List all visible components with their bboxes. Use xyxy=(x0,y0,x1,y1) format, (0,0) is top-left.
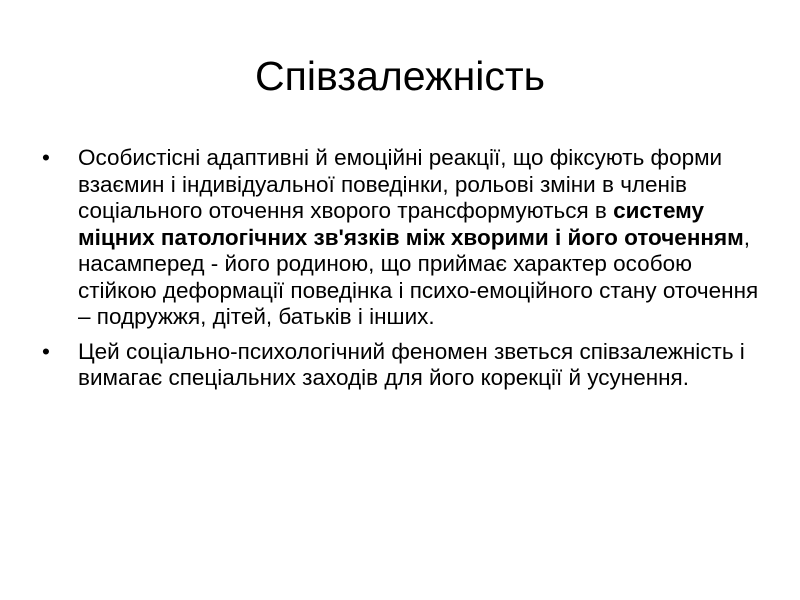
bullet-1-bold-text: систему міцних патологічних зв'язків між хворими і його оточенням xyxy=(78,198,744,250)
bullet-list xyxy=(38,145,768,400)
bullet-item-2 xyxy=(38,339,768,392)
bullet-icon: • xyxy=(42,145,50,170)
bullet-1-text-after: , насамперед - його родиною, що приймає характер особою стійкою деформації поведінка і психо-емоційного стану оточення – подружжя, дітей, батьків і інших. xyxy=(78,224,759,329)
bullet-item-1 xyxy=(38,145,768,331)
slide-title: Співзалежність xyxy=(255,53,545,99)
bullet-icon: • xyxy=(42,338,50,364)
bullet-2-text: Цей соціально-психологічний феномен зветься співзалежність і вимагає спеціальних заходів для його корекції й усунення. xyxy=(78,338,745,390)
bullet-1-text-before: Особистісні адаптивні й емоційні реакції, що фіксують форми взаємин і індивідуальної поведінки, рольові зміни в членів соціального оточення хворого трансформуються в xyxy=(78,145,723,223)
